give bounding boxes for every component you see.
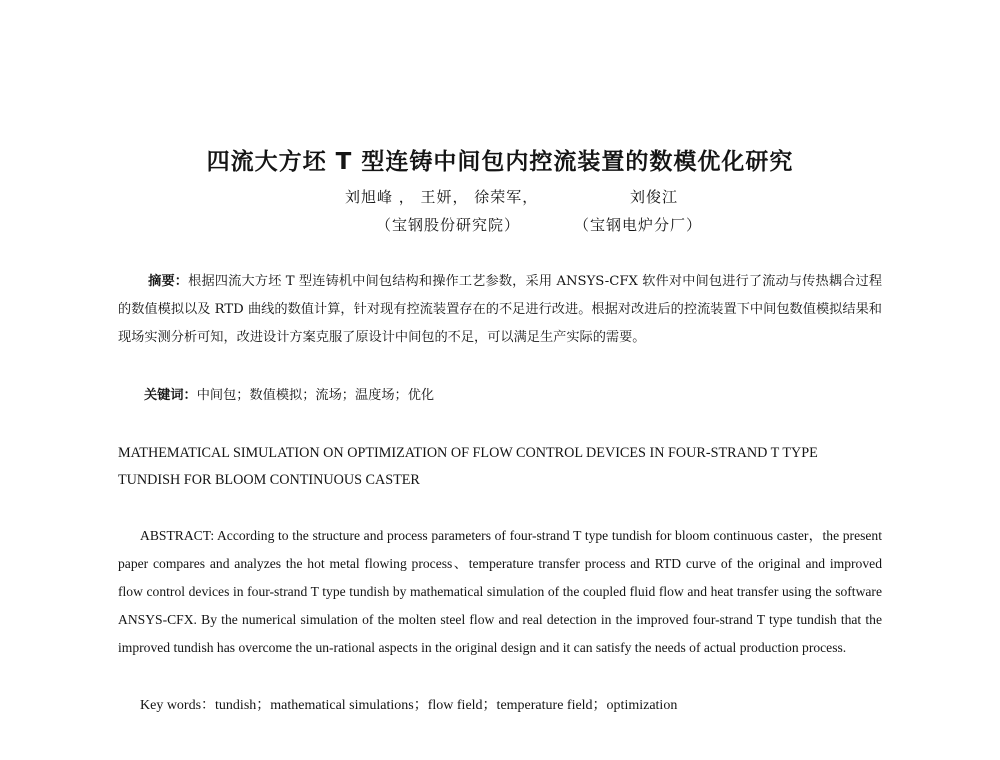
abstract-cn (118, 268, 882, 352)
keywords-en: Key words：tundish；mathematical simulations；flow field；temperature field；optimization (140, 698, 678, 713)
abstract-cn-text: 根据四流大方坯 T 型连铸机中间包结构和操作工艺参数，采用 ANSYS-CFX 软件对中间包进行了流动与传热耦合过程的数值模拟以及 RTD 曲线的数值计算，针对现有控流装置存在的不足进行改进。根据对改进后的控流装置下中间包数值模拟结果和现场实测分析可知，改进设计方案克服了原设计中间包的不足，可以满足生产实际的需要。 (118, 274, 883, 345)
abstract-en (118, 522, 882, 662)
abstract-cn-label: 摘要： (148, 274, 189, 289)
keywords-cn (144, 384, 434, 403)
affiliation-1: （宝钢股份研究院） (376, 216, 521, 234)
keywords-cn-label: 关键词： (144, 388, 197, 403)
abstract-en-text: ABSTRACT: According to the structure and process parameters of four-strand T type tundish for bloom continuous caster，the present paper compares and analyzes the hot metal flowing process、temperature transfer process and RTD curve of the original and improved flow control devices in four-strand T type tundish by mathematical simulation of the coupled fluid flow and heat transfer using the software ANSYS-CFX. By the numerical simulation of the molten steel flow and real detection in the improved four-strand T type tundish that the improved tundish has overcome the un-rational aspects in the original design and it can satisfy the needs of actual production process. (118, 528, 882, 655)
affiliation-2: （宝钢电炉分厂） (574, 216, 703, 234)
paper-title-en: MATHEMATICAL SIMULATION ON OPTIMIZATION OF FLOW CONTROL DEVICES IN FOUR-STRAND T TYPE TUNDISH FOR BLOOM CONTINUOUS CASTER (118, 445, 818, 488)
authors-group-2: 刘俊江 (630, 188, 679, 206)
authors-group-1: 刘旭峰 ， 王妍， 徐荣军， (345, 188, 539, 206)
paper-title-cn: 四流大方坯 T 型连铸中间包内控流装置的数模优化研究 (206, 149, 794, 175)
keywords-cn-text: 中间包；数值模拟；流场；温度场；优化 (196, 388, 435, 403)
